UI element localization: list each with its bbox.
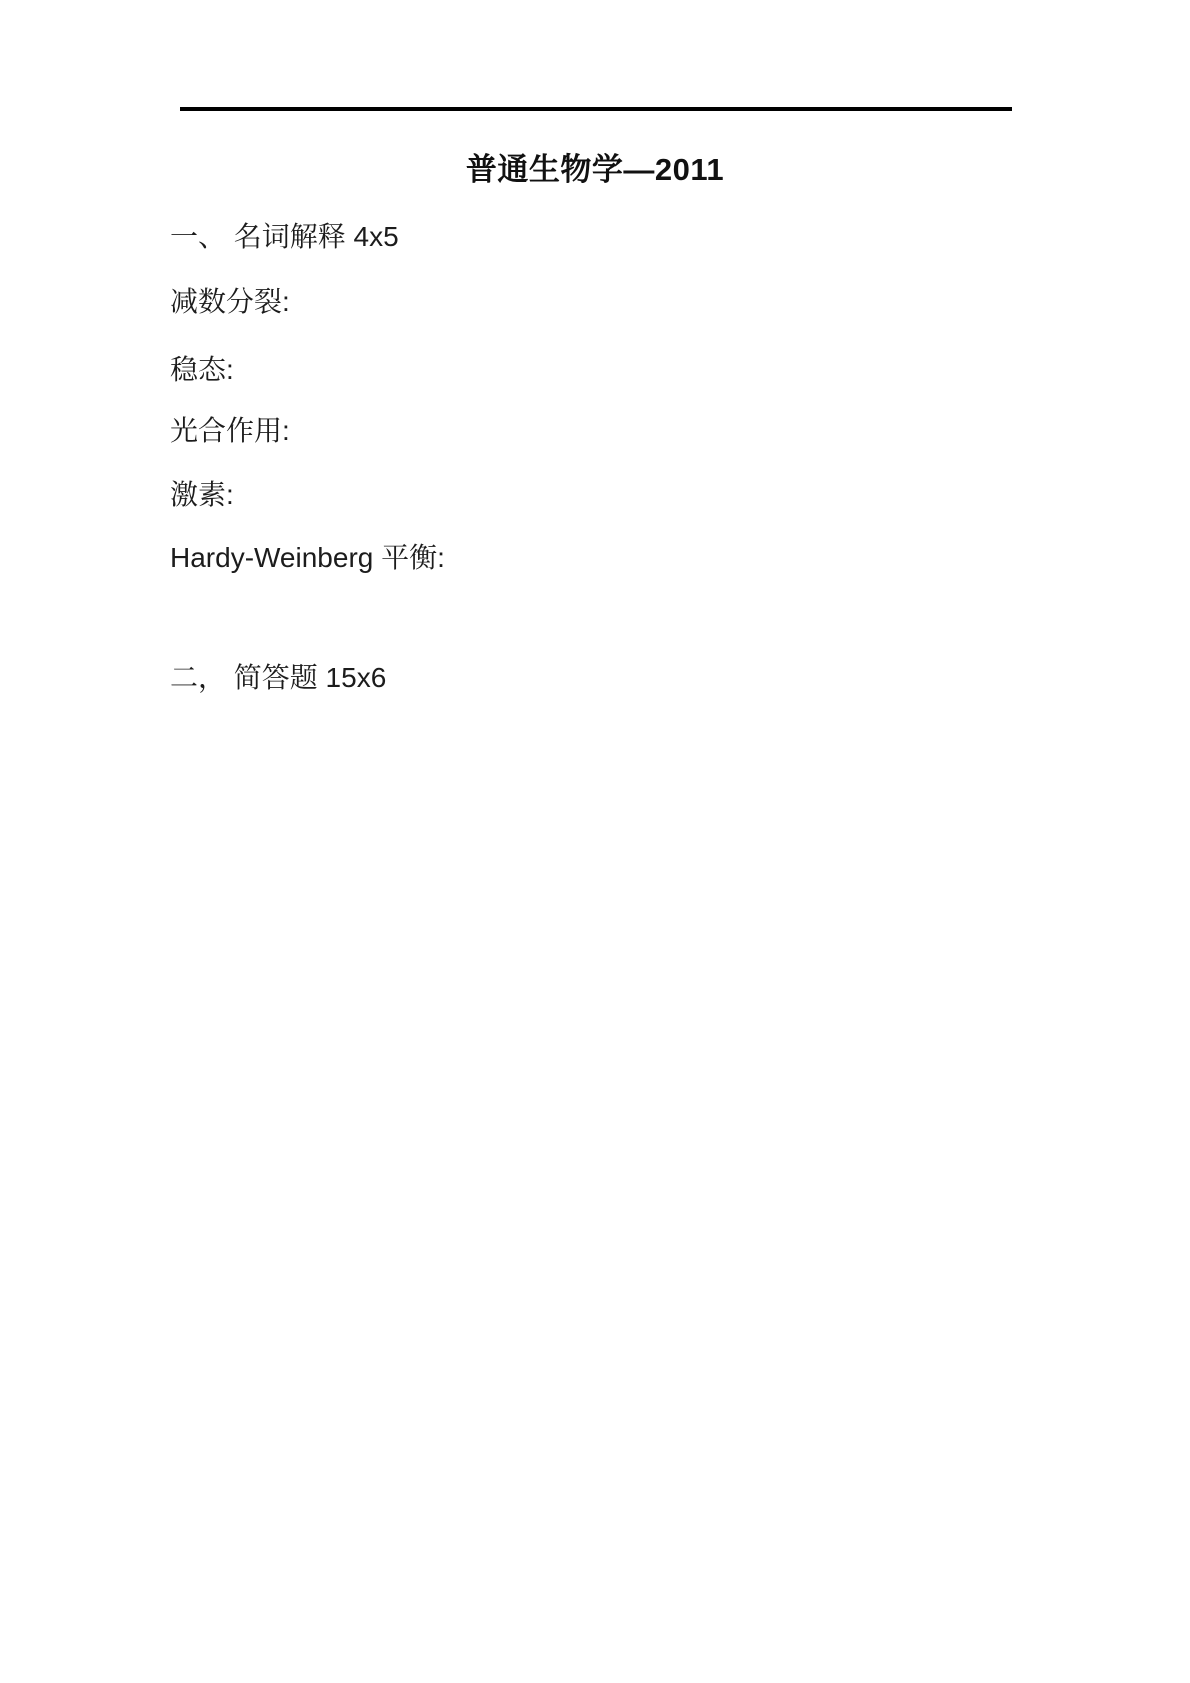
term-photosynthesis: 光合作用: [170,415,290,446]
term-hormone: 激素: [170,479,234,510]
term-meiosis: 减数分裂: [170,286,290,317]
section-two-heading: 二， 简答题 15x6 [170,662,387,693]
header-rule [180,107,1012,111]
term-hardy-weinberg: Hardy-Weinberg 平衡: [170,542,445,573]
section-one-heading: 一、 名词解释 4x5 [170,221,399,252]
term-homeostasis: 稳态: [170,354,234,385]
page-title: 普通生物学—2011 [465,152,725,187]
